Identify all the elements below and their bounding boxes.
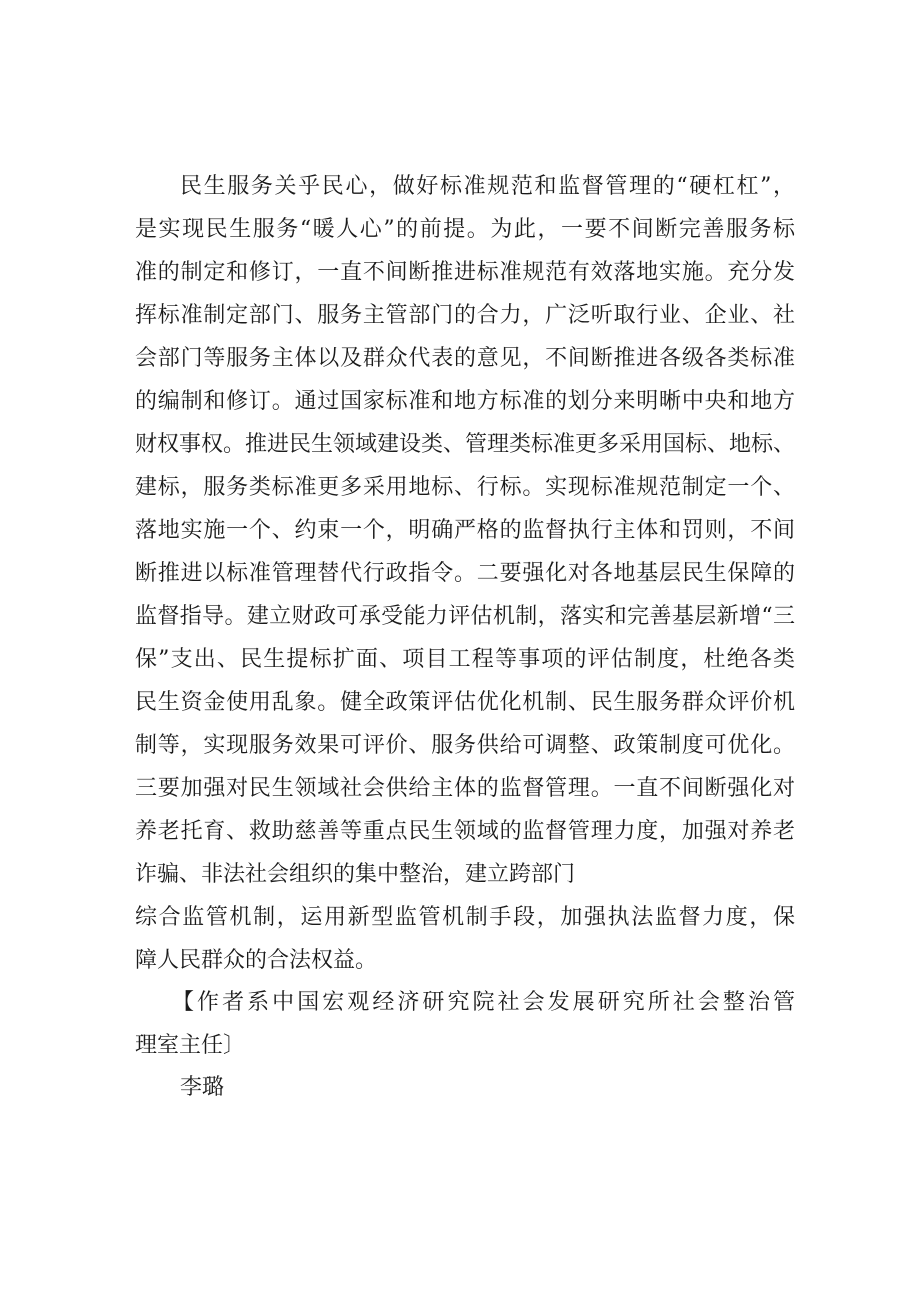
body-line-10: 断推进以标准管理替代行政指令。二要强化对各地基层民生保障的	[135, 561, 795, 586]
body-line-14: 制等，实现服务效果可评价、服务供给可调整、政策制度可优化。	[135, 733, 795, 758]
body-line-17: 诈骗、非法社会组织的集中整治，建立跨部门	[135, 862, 576, 887]
body-line-15: 三要加强对民生领域社会供给主体的监督管理。一直不间断强化对	[135, 776, 795, 801]
body-line-7: 财权事权。推进民生领域建设类、管理类标准更多采用国标、地标、	[135, 432, 796, 457]
body-line-2: 是实现民生服务“暖人心”的前提。为此，一要不间断完善服务标	[135, 217, 795, 242]
author-signature: 李璐	[180, 1075, 225, 1100]
author-note-line-2: 理室主任〕	[135, 1033, 246, 1058]
body-line-8: 建标，服务类标准更多采用地标、行标。实现标准规范制定一个、	[135, 475, 795, 500]
body-line-9: 落地实施一个、约束一个，明确严格的监督执行主体和罚则，不间	[135, 518, 795, 543]
author-note-line-1: 【作者系中国宏观经济研究院社会发展研究所社会整治管	[172, 990, 795, 1015]
body-line-5: 会部门等服务主体以及群众代表的意见，不间断推进各级各类标准	[135, 346, 795, 371]
body-line-4: 挥标准制定部门、服务主管部门的合力，广泛听取行业、企业、社	[135, 303, 795, 328]
body-line-11: 监督指导。建立财政可承受能力评估机制，落实和完善基层新增“三	[135, 604, 795, 629]
body-line-18: 综合监管机制，运用新型监管机制手段，加强执法监督力度，保	[135, 905, 795, 930]
body-line-6: 的编制和修订。通过国家标准和地方标准的划分来明晰中央和地方	[135, 389, 795, 414]
body-line-16: 养老托育、救助慈善等重点民生领域的监督管理力度，加强对养老	[135, 819, 795, 844]
body-line-12: 保”支出、民生提标扩面、项目工程等事项的评估制度，杜绝各类	[135, 647, 795, 672]
body-line-13: 民生资金使用乱象。健全政策评估优化机制、民生服务群众评价机	[135, 690, 795, 715]
body-line-1: 民生服务关乎民心，做好标准规范和监督管理的“硬杠杠”，	[180, 174, 795, 199]
body-line-19: 障人民群众的合法权益。	[135, 948, 378, 973]
body-line-3: 准的制定和修订，一直不间断推进标准规范有效落地实施。充分发	[135, 260, 795, 285]
